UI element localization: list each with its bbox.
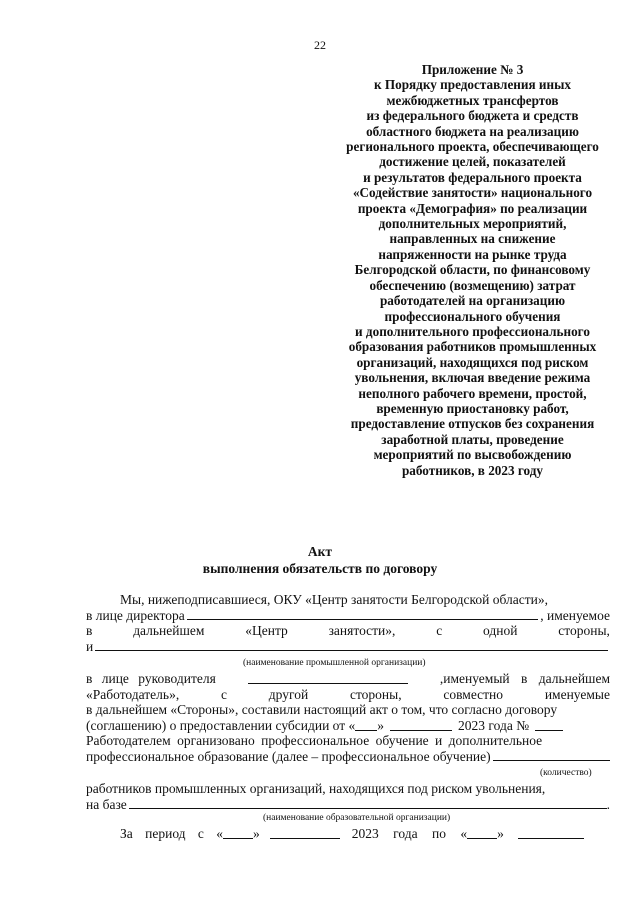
caption-education-org: (наименование образовательной организации) [263, 813, 451, 823]
organization-name-blank[interactable] [95, 639, 608, 652]
appendix-line: заработной платы, проведение [381, 431, 564, 447]
act-title-block [0, 543, 640, 577]
conjunction: и [86, 638, 94, 654]
appendix-line: дополнительных мероприятий, [378, 216, 567, 232]
appendix-header [320, 62, 625, 478]
period-from-month-blank[interactable] [270, 826, 340, 839]
quote-close: » [377, 717, 385, 733]
appendix-line: работников, в 2023 году [401, 462, 544, 478]
word: в [86, 623, 93, 638]
caption-quantity: (количество) [540, 768, 592, 778]
word: совместно [443, 686, 504, 702]
word: дальнейшем [133, 623, 205, 638]
agreement-date-label: (соглашению) о предоставлении субсидии от « [86, 717, 356, 733]
text-line-content: в дальнейшем «Стороны», составили настоящий акт о том, что согласно договору [86, 702, 558, 717]
base-label: на базе [86, 796, 127, 812]
appendix-line: регионального проекта, обеспечивающего [346, 139, 599, 155]
appendix-line: проекта «Демография» по реализации [357, 200, 588, 216]
appendix-line: временную приостановку работ, [376, 400, 569, 416]
appendix-line: «Содействие занятости» национального [352, 185, 593, 201]
appendix-line: и результатов федерального проекта [363, 169, 582, 185]
appendix-line: работодателей на организацию [379, 293, 566, 309]
word: другой [268, 686, 309, 702]
paragraph-period [86, 826, 610, 842]
text-line [86, 733, 610, 749]
word: с [221, 686, 227, 702]
word: «Работодатель», [86, 686, 180, 702]
text-line [86, 718, 610, 734]
appendix-line: из федерального бюджета и средств [366, 108, 579, 124]
text-line [86, 826, 610, 842]
act-subtitle: выполнения обязательств по договору [202, 561, 438, 576]
page-number: 22 [314, 38, 326, 52]
appendix-line: обеспечению (возмещению) затрат [369, 277, 576, 293]
appendix-line: Белгородской области, по финансовому [354, 262, 591, 278]
act-title: Акт [307, 544, 333, 559]
appendix-line: достижение целей, показателей [379, 154, 566, 170]
text-line [86, 671, 610, 687]
appendix-line: профессионального обучения [384, 308, 561, 324]
word: «Центр [245, 623, 288, 638]
appendix-line: напряженности на рынке труда [378, 246, 567, 262]
named-label: , именуемое [540, 607, 610, 623]
year-number-label: 2023 года № [458, 717, 530, 733]
word: стороны, [558, 623, 610, 638]
text-line [86, 749, 610, 765]
appendix-line: направленных на снижение [389, 231, 556, 247]
period-from-day-blank[interactable] [223, 826, 253, 839]
paragraph-parties [86, 592, 610, 654]
agreement-month-blank[interactable] [390, 718, 452, 731]
quantity-blank[interactable] [493, 749, 610, 762]
word: стороны, [349, 686, 402, 702]
period-to-day-blank[interactable] [467, 826, 497, 839]
appendix-line: увольнения, включая введение режима [354, 370, 591, 386]
word: с [436, 623, 443, 638]
quote-close: » [497, 826, 504, 841]
period-mark: . [606, 796, 610, 812]
head-name-blank[interactable] [248, 671, 408, 684]
appendix-line: организаций, находящихся под риском [356, 354, 589, 370]
agreement-day-blank[interactable] [355, 718, 377, 731]
text-line [86, 639, 610, 655]
appendix-line: областного бюджета на реализацию [366, 123, 579, 139]
agreement-number-blank[interactable] [535, 718, 563, 731]
director-name-blank[interactable] [187, 608, 539, 621]
text-line-content: профессиональное образование (далее – профессиональное обучение) [86, 748, 491, 764]
period-from-label: За период с « [120, 826, 224, 841]
appendix-line: образования работников промышленных [348, 339, 597, 355]
text-line-content: Работодателем организовано профессиональное обучение и дополнительное [86, 733, 543, 748]
quote-close: » [253, 826, 260, 841]
head-label: в лице руководителя [86, 671, 216, 686]
caption-organization: (наименование промышленной организации) [243, 658, 426, 668]
appendix-line: и дополнительного профессионального [355, 323, 590, 339]
text-line [86, 797, 610, 813]
named-employer-label: ,именуемый в дальнейшем [439, 671, 610, 686]
appendix-line: предоставление отпусков без сохранения [350, 416, 595, 432]
text-line [86, 608, 610, 624]
appendix-line: неполного рабочего времени, простой, [358, 385, 587, 401]
text-line [86, 702, 610, 718]
word: именуемые [544, 686, 610, 702]
appendix-title: Приложение № 3 [421, 62, 524, 77]
text-line-justified [86, 623, 610, 639]
word: одной [483, 623, 518, 638]
text-line-content: Мы, нижеподписавшиеся, ОКУ «Центр занятости Белгородской области», [120, 592, 548, 607]
period-to-month-blank[interactable] [518, 826, 584, 839]
text-line [86, 592, 610, 608]
appendix-line: к Порядку предоставления иных [373, 77, 572, 93]
appendix-line: мероприятий по высвобождению [373, 447, 572, 463]
word: занятости», [328, 623, 396, 638]
education-org-blank[interactable] [129, 797, 607, 810]
text-line-justified [86, 687, 610, 703]
director-label: в лице директора [86, 607, 185, 623]
paragraph-base [86, 781, 610, 812]
paragraph-agreement [86, 671, 610, 764]
appendix-line: межбюджетных трансфертов [386, 92, 559, 108]
period-to-label: 2023 года по « [351, 826, 468, 841]
text-line-content: работников промышленных организаций, находящихся под риском увольнения, [86, 781, 546, 796]
text-line [86, 781, 610, 797]
